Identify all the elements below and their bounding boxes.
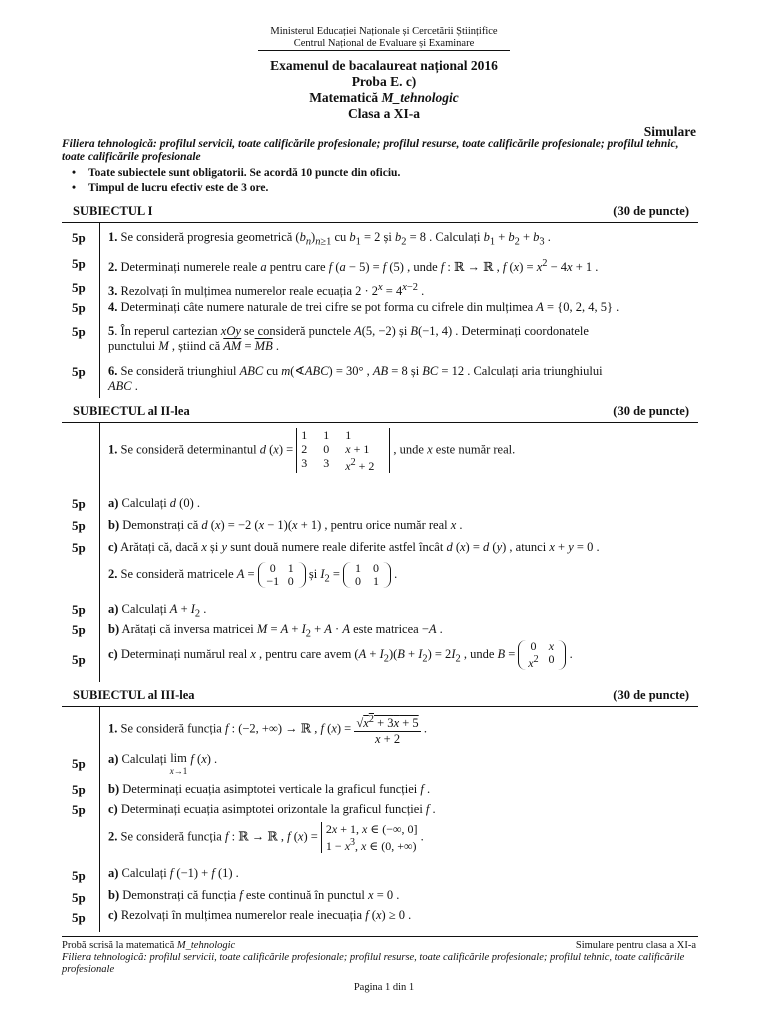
points-s2-1c: 5p xyxy=(72,540,86,555)
points-s3-2b: 5p xyxy=(72,890,86,905)
section-1-rule xyxy=(62,222,698,223)
footer-right: Simulare pentru clasa a XI-a xyxy=(575,940,696,951)
instruction-bullet-2: • Timpul de lucru efectiv este de 3 ore. xyxy=(88,182,268,194)
points-s1-6: 5p xyxy=(72,364,86,379)
s1-item-3: 3. Rezolvați în mulțimea numerelor reale ecuația $2 \cdot 2^x = 4^{x-2}$ . xyxy=(108,282,425,299)
s3-item-1c: c) Determinați ecuația asimptotei orizontale la graficul funcției f . xyxy=(108,802,436,816)
header-rule xyxy=(258,50,510,51)
points-s1-1: 5p xyxy=(72,230,86,245)
instruction-bullet-1: • Toate subiectele sunt obligatorii. Se acordă 10 puncte din oficiu. xyxy=(88,167,400,179)
proba-title: Proba E. c) xyxy=(351,74,417,89)
s3-item-1b: b) Determinați ecuația asimptotei verticale la graficul funcției f . xyxy=(108,782,431,796)
points-s2-2a: 5p xyxy=(72,602,86,617)
points-s2-1b: 5p xyxy=(72,518,86,533)
s2-item-2a: a) Calculați $A + I_2$ . xyxy=(108,602,207,620)
s1-item-2: 2. Determinați numerele reale a pentru care f (a − 5) = f (5) , unde f : ℝ → ℝ , f $(x) = x^2 - 4x + 1$ . xyxy=(108,258,599,275)
s1-item-6: 6. Se consideră triunghiul ABC cu m(∢ABC) = 30° , AB = 8 și BC = 12 . Calculați aria triunghiului ABC . xyxy=(108,364,603,393)
s3-item-2c: c) Rezolvați în mulțimea numerelor reale inecuația f (x) ≥ 0 . xyxy=(108,908,412,922)
s2-item-2b: b) Arătați că inversa matricei $M = A + I_2 + A \cdot A$ este matricea −A . xyxy=(108,622,443,640)
section-2-column xyxy=(99,422,100,682)
points-s3-2a: 5p xyxy=(72,868,86,883)
s3-intro-2: 2. Se consideră funcția f : ℝ → ℝ , f (x) = 2x + 1, x ∈ (−∞, 0] $1 - x^3$, x ∈ (0, +∞) . xyxy=(108,822,424,853)
section-2-rule xyxy=(62,422,698,423)
s3-intro-1: 1. Se consideră funcția f : (−2, +∞) → ℝ , f (x) = $\frac{√x^2 + 3x + 5}{x + 2}$ . xyxy=(108,714,427,747)
exam-title: Examenul de bacalaureat național 2016 xyxy=(270,58,498,73)
s2-intro-1: 1. Se consideră determinantul d (x) = 1 1 1 2 0 x + 1 3 3 $x^2 + 2$ , unde x este număr real. xyxy=(108,428,516,473)
points-s3-1a: 5p xyxy=(72,756,86,771)
s3-item-2a: a) Calculați f (−1) + f (1) . xyxy=(108,866,239,880)
s1-item-5: 5. În reperul cartezian xOy se consideră punctele A(5, −2) și B(−1, 4) . Determinați coordonatele punctului M , știind că $\overline{AM} = \overline{MB}$ . xyxy=(108,324,589,353)
s1-item-1: 1. Se consideră progresia geometrică $(b_n)_{n\ge 1}$ cu $b_1 = 2$ și $b_2 = 8$ . Calculați $b_1 + b_2 + b_3$ . xyxy=(108,230,551,248)
section-3-header: SUBIECTUL al III-lea (30 de puncte) xyxy=(73,688,689,702)
points-s2-2c: 5p xyxy=(72,652,86,667)
points-s3-1c: 5p xyxy=(72,802,86,817)
s3-item-1a: a) Calculați lim x→1 f (x) . xyxy=(108,751,218,776)
section-1-column xyxy=(99,222,100,398)
section-3-rule xyxy=(62,706,698,707)
page-number: Pagina 1 din 1 xyxy=(353,982,415,993)
simulare-label: Simulare xyxy=(643,124,696,139)
points-s2-1a: 5p xyxy=(72,496,86,511)
points-s1-2: 5p xyxy=(72,256,86,271)
points-s1-5: 5p xyxy=(72,324,86,339)
footer-filiera: Filiera tehnologică: profilul servicii, toate calificările profesionale; profilul resurse, toate calificările profesionale; profilul tehnic, toate calificările profesionale xyxy=(62,952,685,975)
filiera-text: Filiera tehnologică: profilul servicii, toate calificările profesionale; profilul resurse, toate calificările profesionale; profilul tehnic, toate calificările profesionale xyxy=(62,138,679,163)
footer-left: Probă scrisă la matematică M_tehnologic xyxy=(62,940,236,951)
center-line: Centrul Național de Evaluare și Examinare xyxy=(293,38,475,49)
class-title: Clasa a XI-a xyxy=(347,106,420,121)
ministry-line: Ministerul Educației Naționale și Cercetării Științifice xyxy=(270,26,498,37)
s2-item-2c: c) Determinați numărul real x , pentru care avem $(A + I_2)(B + I_2) = 2I_2$ , unde B = 0 x $x^2$ 0 . xyxy=(108,639,573,670)
s2-item-1c: c) Arătați că, dacă x și y sunt două numere reale diferite astfel încât d (x) = d (y) , atunci x + y = 0 . xyxy=(108,540,600,554)
subject-title: Matematică M_tehnologic xyxy=(309,90,459,105)
section-2-header: SUBIECTUL al II-lea (30 de puncte) xyxy=(73,404,689,418)
s2-item-1a: a) Calculați d (0) . xyxy=(108,496,200,510)
s2-intro-2: 2. Se consideră matricele A = 0 1 −1 0 și $I_2$ = 1 0 0 1 . xyxy=(108,561,398,588)
s2-item-1b: b) Demonstrați că d (x) = −2 (x − 1)(x + 1) , pentru orice număr real x . xyxy=(108,518,463,532)
section-1-header: SUBIECTUL I (30 de puncte) xyxy=(73,204,689,218)
s3-item-2b: b) Demonstrați că funcția f este continuă în punctul x = 0 . xyxy=(108,888,400,902)
points-s3-2c: 5p xyxy=(72,910,86,925)
points-s3-1b: 5p xyxy=(72,782,86,797)
points-s1-4: 5p xyxy=(72,300,86,315)
points-s1-3: 5p xyxy=(72,280,86,295)
s1-item-4: 4. Determinați câte numere naturale de trei cifre se pot forma cu cifrele din mulțimea A = {0, 2, 4, 5} . xyxy=(108,300,620,314)
section-3-column xyxy=(99,706,100,932)
points-s2-2b: 5p xyxy=(72,622,86,637)
footer-rule xyxy=(62,936,698,937)
